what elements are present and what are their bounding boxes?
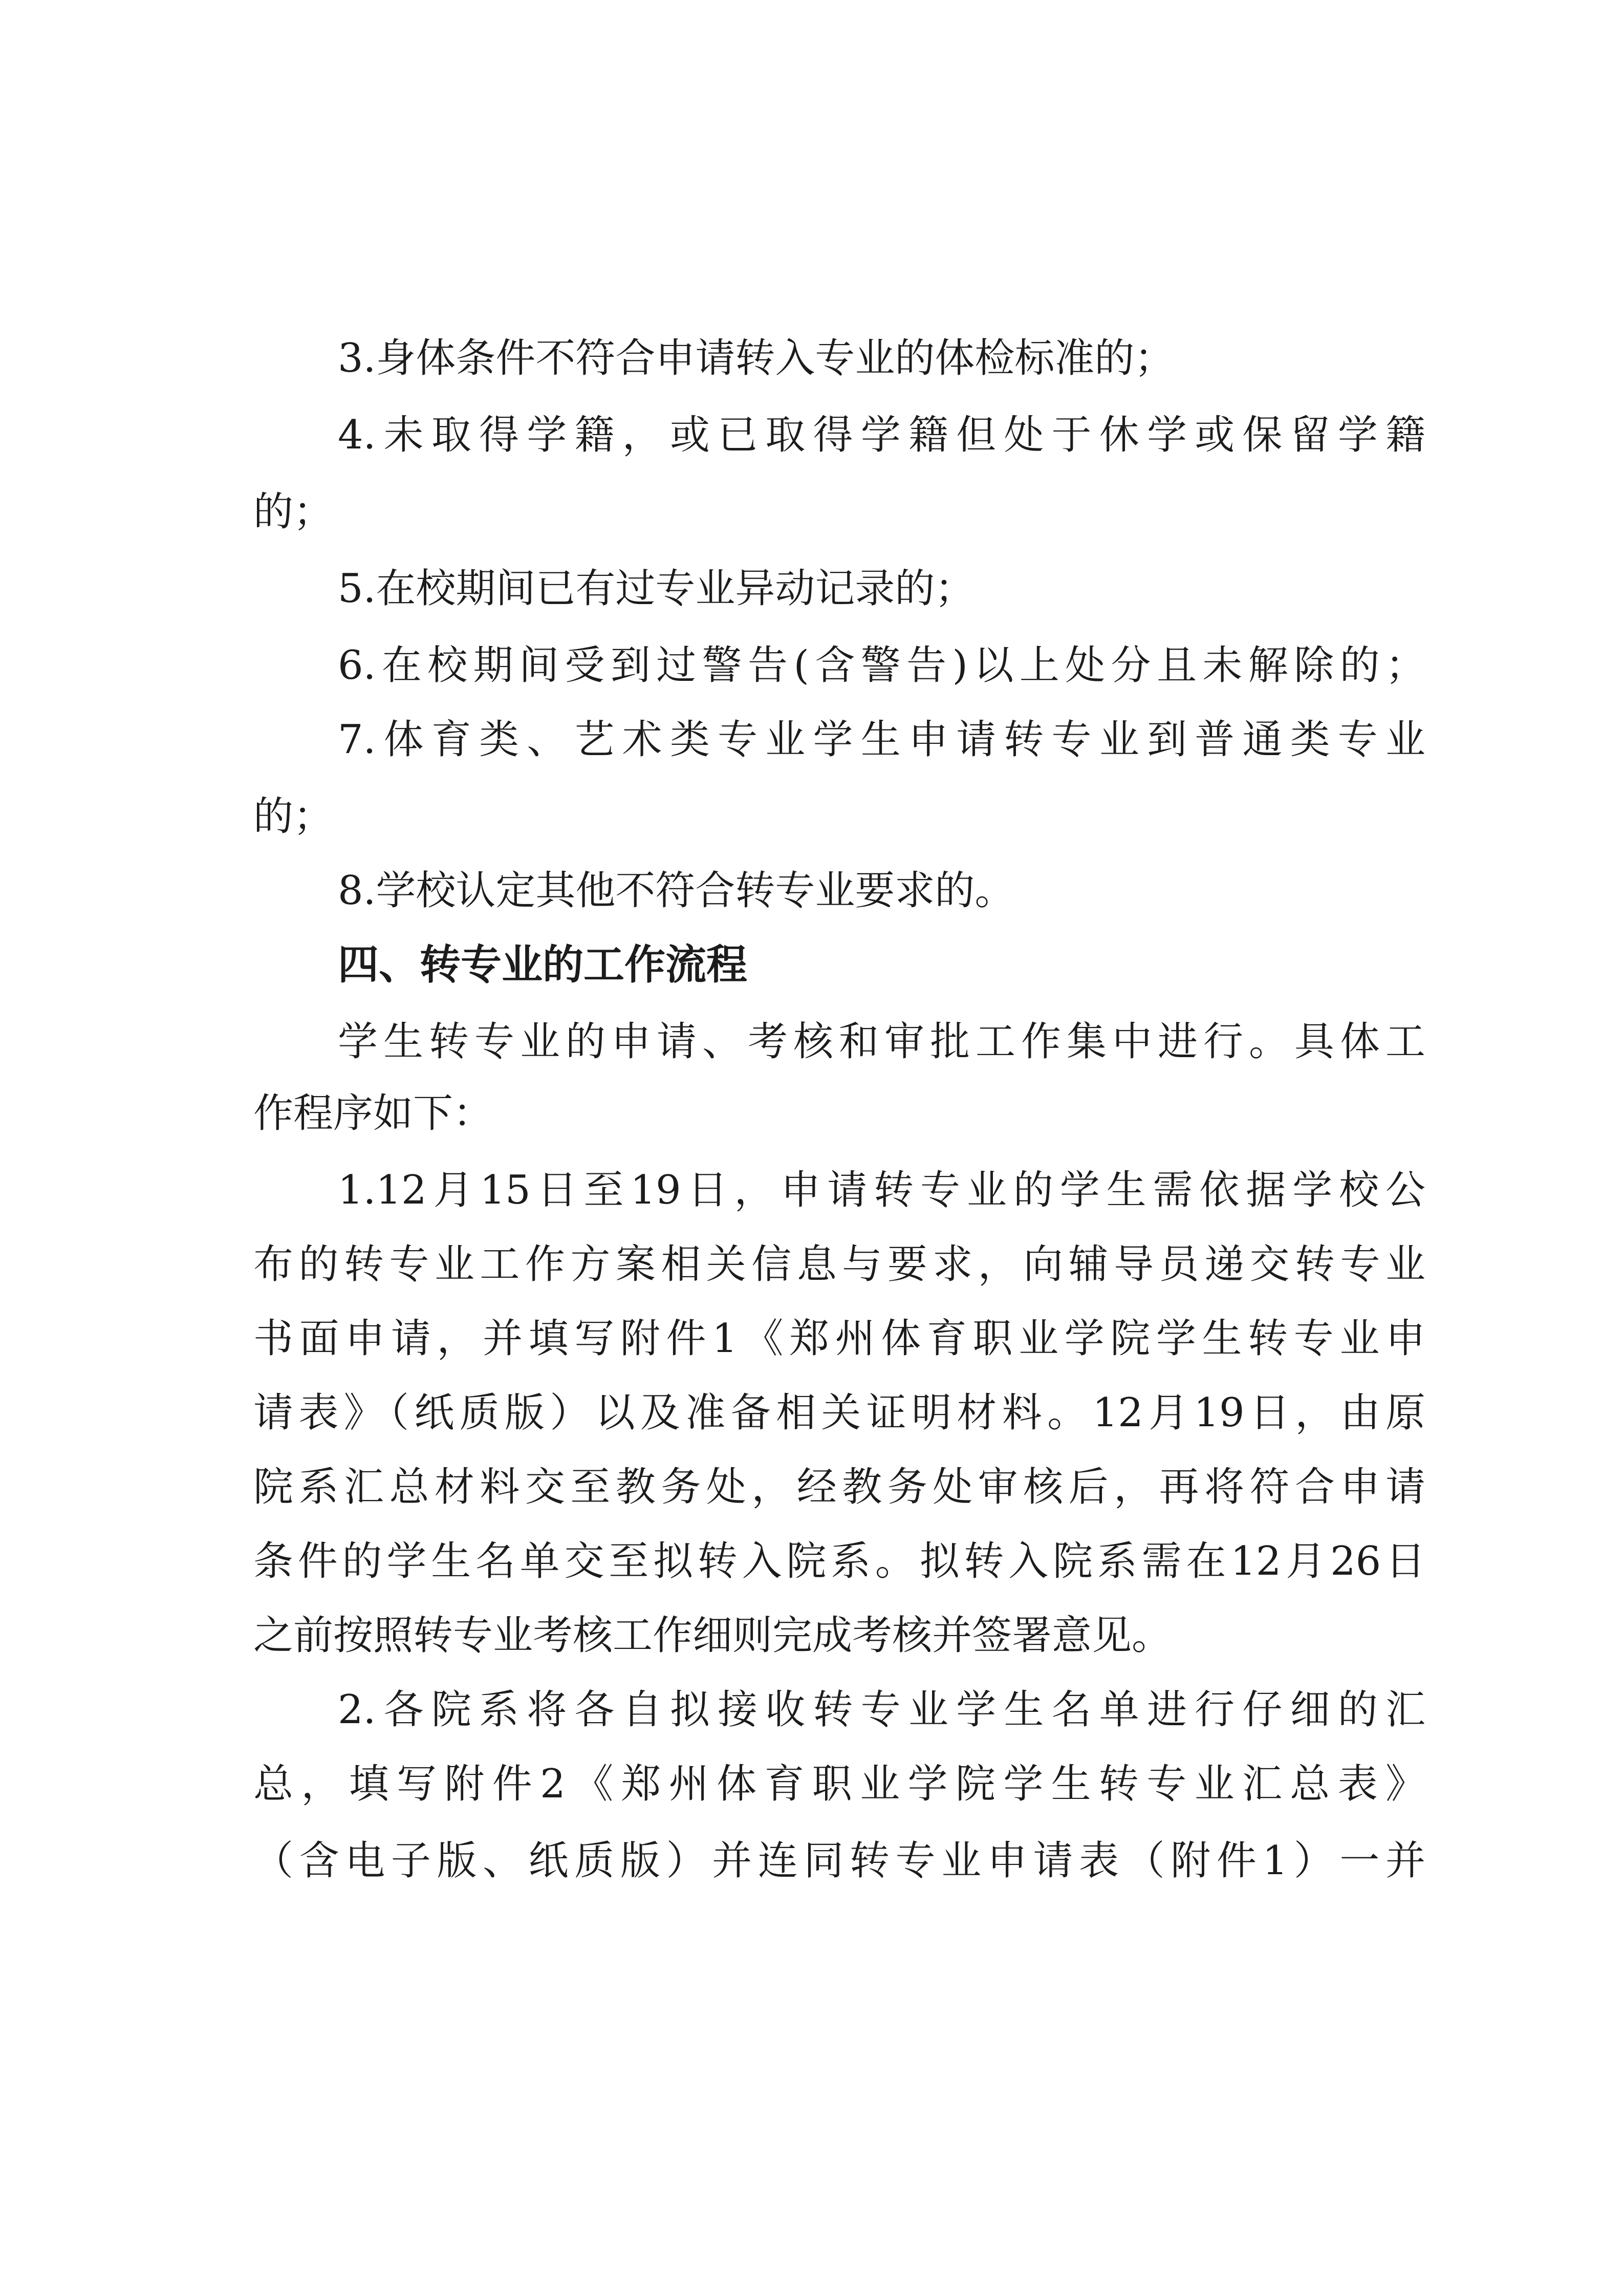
step-2-line-1: 2.各院系将各自拟接收转专业学生名单进行仔细的汇: [338, 1687, 1425, 1733]
list-item-4-continued: 的；: [253, 489, 334, 535]
step-2-line-3: （含电子版、纸质版）并连同转专业申请表（附件1）一并: [253, 1838, 1425, 1884]
step-2-line-2: 总，填写附件2《郑州体育职业学院学生转专业汇总表》: [253, 1761, 1425, 1807]
list-item-7-continued: 的；: [253, 793, 334, 840]
paragraph-intro-line-1: 学生转专业的申请、考核和审批工作集中进行。具体工: [338, 1019, 1425, 1065]
list-item-7: 7.体育类、艺术类专业学生申请转专业到普通类专业: [338, 717, 1425, 763]
step-1-line-3: 书面申请，并填写附件1《郑州体育职业学院学生转专业申: [253, 1316, 1425, 1362]
list-item-3: 3.身体条件不符合申请转入专业的体检标准的；: [338, 335, 1175, 381]
list-item-5: 5.在校期间已有过专业异动记录的；: [338, 566, 975, 612]
step-1-line-4: 请表》（纸质版）以及准备相关证明材料。12月19日，由原: [253, 1390, 1425, 1436]
step-1-line-5: 院系汇总材料交至教务处，经教务处审核后，再将符合申请: [253, 1464, 1425, 1510]
list-item-6: 6.在校期间受到过警告(含警告)以上处分且未解除的；: [338, 642, 1425, 689]
list-item-8: 8.学校认定其他不符合转专业要求的。: [338, 868, 1015, 914]
step-1-line-6: 条件的学生名单交至拟转入院系。拟转入院系需在12月26日: [253, 1538, 1425, 1584]
list-item-4: 4.未取得学籍，或已取得学籍但处于休学或保留学籍: [338, 412, 1425, 458]
section-heading: 四、转专业的工作流程: [338, 941, 747, 989]
paragraph-intro-line-2: 作程序如下：: [253, 1090, 493, 1136]
step-1-line-7: 之前按照转专业考核工作细则完成考核并签署意见。: [253, 1613, 1172, 1659]
step-1-line-1: 1.12月15日至19日，申请转专业的学生需依据学校公: [338, 1167, 1425, 1213]
step-1-line-2: 布的转专业工作方案相关信息与要求，向辅导员递交转专业: [253, 1241, 1425, 1288]
